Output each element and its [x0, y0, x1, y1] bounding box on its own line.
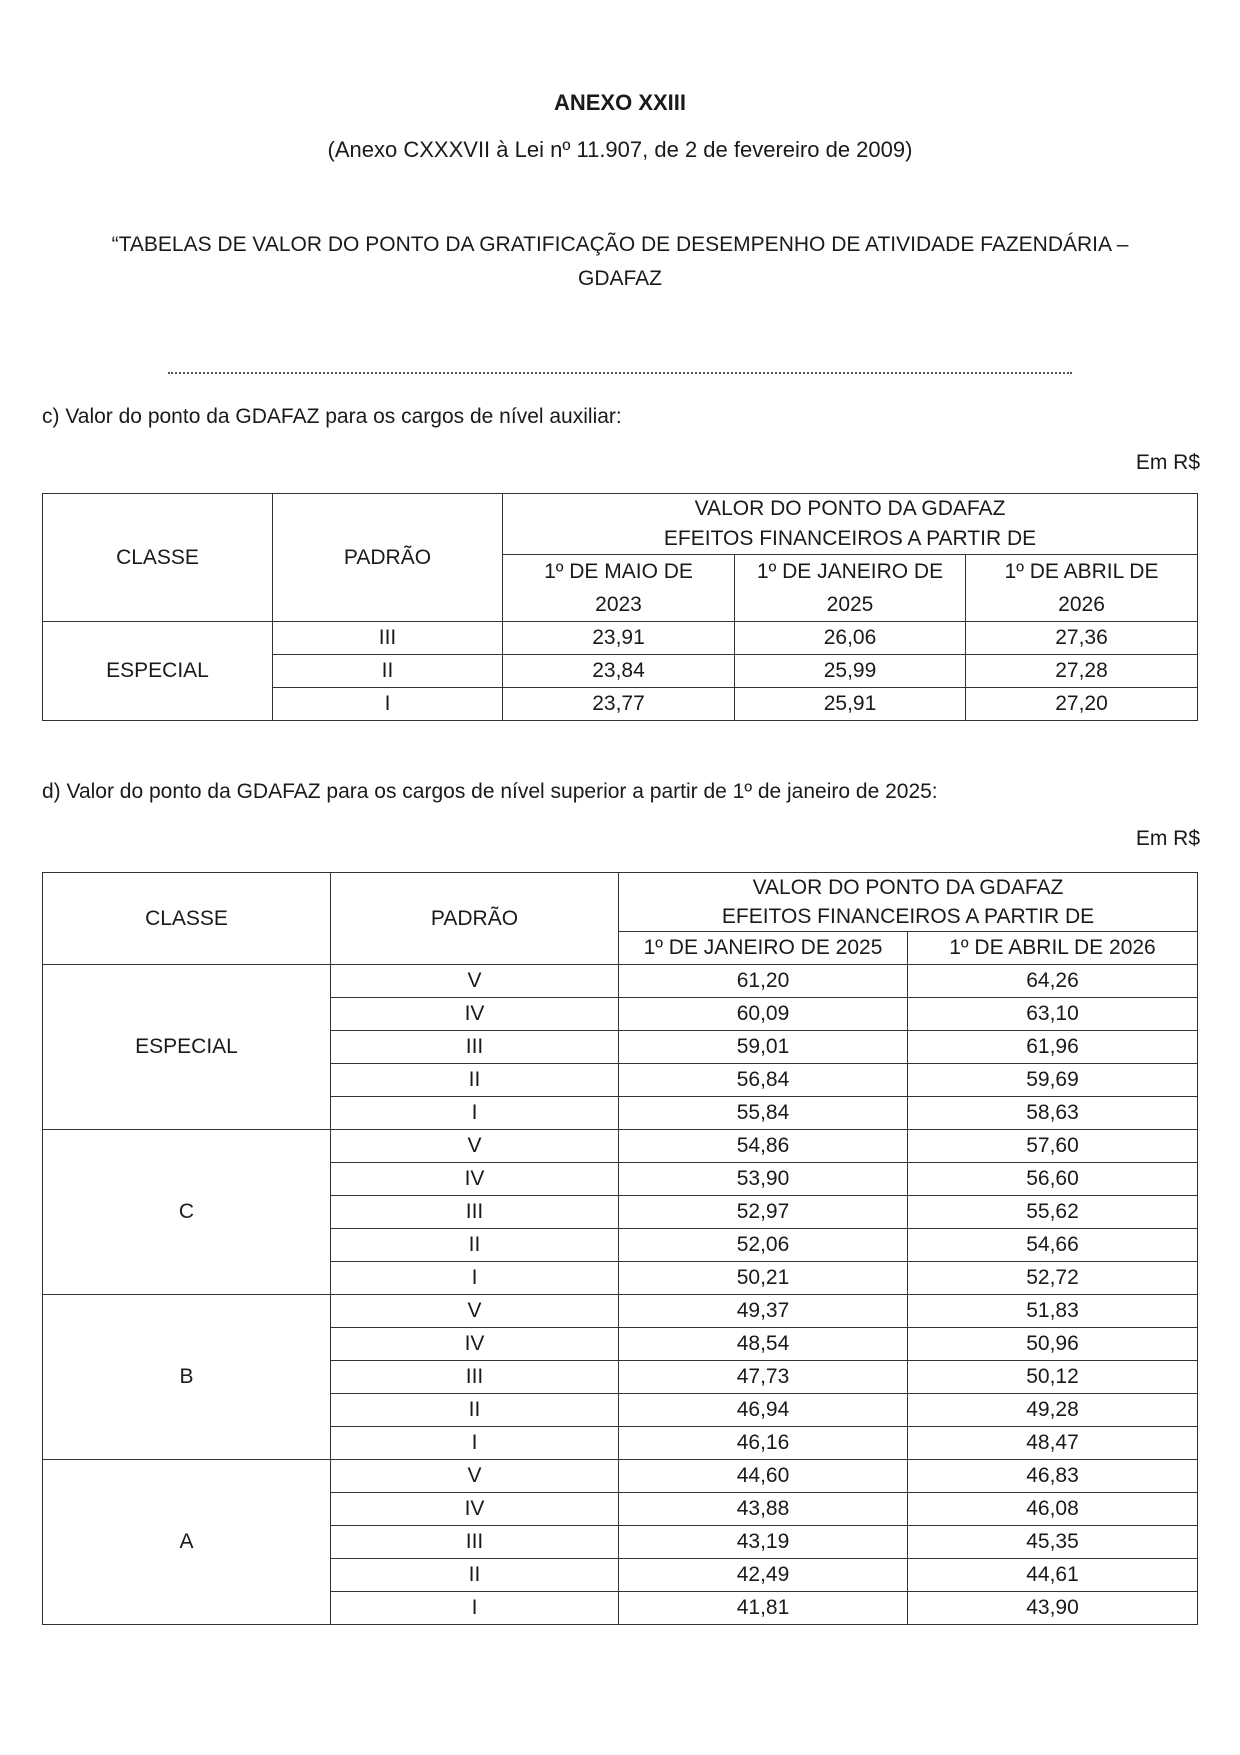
date-header-line-2: 2025 [826, 593, 874, 616]
padrao-cell: V [331, 1130, 619, 1163]
padrao-cell: II [331, 1559, 619, 1592]
value-cell: 23,91 [503, 622, 735, 655]
padrao-cell: V [331, 1295, 619, 1328]
value-cell: 52,72 [908, 1262, 1198, 1295]
document-heading-line-2: GDAFAZ [577, 267, 662, 290]
classe-cell: C [43, 1130, 331, 1295]
value-cell: 46,83 [908, 1460, 1198, 1493]
value-cell: 44,60 [619, 1460, 908, 1493]
table-row [43, 1460, 1198, 1493]
value-cell: 44,61 [908, 1559, 1198, 1592]
value-cell: 54,86 [619, 1130, 908, 1163]
column-header-padrao: PADRÃO [331, 873, 619, 965]
padrao-cell: III [331, 1526, 619, 1559]
date-header-line-1: 1º DE JANEIRO DE [756, 560, 944, 583]
table-d-header-row [43, 873, 1198, 932]
classe-cell: B [43, 1295, 331, 1460]
value-cell: 55,62 [908, 1196, 1198, 1229]
value-cell: 51,83 [908, 1295, 1198, 1328]
classe-cell: A [43, 1460, 331, 1625]
value-cell: 25,91 [735, 688, 966, 721]
table-d-caption: d) Valor do ponto da GDAFAZ para os cargos de nível superior a partir de 1º de janeiro de 2025: [42, 780, 938, 803]
value-cell: 48,54 [619, 1328, 908, 1361]
value-cell: 54,66 [908, 1229, 1198, 1262]
value-cell: 27,20 [966, 688, 1198, 721]
value-cell: 43,88 [619, 1493, 908, 1526]
value-cell: 60,09 [619, 998, 908, 1031]
column-header-padrao: PADRÃO [273, 494, 503, 622]
date-header: 1º DE ABRIL DE 2026 [908, 932, 1198, 965]
padrao-cell: II [331, 1064, 619, 1097]
document-heading-line-1: “TABELAS DE VALOR DO PONTO DA GRATIFICAÇÃO DE DESEMPENHO DE ATIVIDADE FAZENDÁRIA – [111, 233, 1129, 256]
date-header: 1º DE JANEIRO DE 2025 [619, 932, 908, 965]
date-header-line-1: 1º DE ABRIL DE [1004, 560, 1159, 583]
table-row [43, 622, 1198, 655]
value-cell: 50,96 [908, 1328, 1198, 1361]
padrao-cell: IV [331, 1493, 619, 1526]
value-cell: 52,97 [619, 1196, 908, 1229]
padrao-cell: V [331, 965, 619, 998]
padrao-cell: III [331, 1031, 619, 1064]
padrao-cell: I [331, 1592, 619, 1625]
value-cell: 47,73 [619, 1361, 908, 1394]
padrao-cell: I [331, 1427, 619, 1460]
value-cell: 41,81 [619, 1592, 908, 1625]
value-cell: 23,77 [503, 688, 735, 721]
padrao-cell: IV [331, 1163, 619, 1196]
value-cell: 64,26 [908, 965, 1198, 998]
value-cell: 59,69 [908, 1064, 1198, 1097]
value-cell: 42,49 [619, 1559, 908, 1592]
table-c [42, 493, 1198, 721]
value-cell: 25,99 [735, 655, 966, 688]
value-cell: 46,94 [619, 1394, 908, 1427]
table-row [43, 1295, 1198, 1328]
value-cell: 61,20 [619, 965, 908, 998]
value-cell: 50,21 [619, 1262, 908, 1295]
value-header-line-2: EFEITOS FINANCEIROS A PARTIR DE [663, 527, 1037, 550]
table-c-unit: Em R$ [1135, 451, 1200, 474]
date-header-line-1: 1º DE MAIO DE [544, 560, 693, 583]
value-header [503, 494, 1198, 555]
value-cell: 53,90 [619, 1163, 908, 1196]
value-cell: 48,47 [908, 1427, 1198, 1460]
padrao-cell: I [273, 688, 503, 721]
date-header-line-2: 2023 [595, 593, 642, 616]
value-cell: 55,84 [619, 1097, 908, 1130]
value-cell: 63,10 [908, 998, 1198, 1031]
padrao-cell: III [273, 622, 503, 655]
table-row [43, 1130, 1198, 1163]
value-cell: 52,06 [619, 1229, 908, 1262]
dotted-separator [168, 372, 1072, 374]
classe-cell: ESPECIAL [43, 965, 331, 1130]
value-header-line-2: EFEITOS FINANCEIROS A PARTIR DE [721, 905, 1095, 928]
padrao-cell: IV [331, 998, 619, 1031]
date-header [966, 555, 1198, 622]
padrao-cell: V [331, 1460, 619, 1493]
date-header [735, 555, 966, 622]
value-cell: 59,01 [619, 1031, 908, 1064]
table-row [43, 965, 1198, 998]
value-cell: 50,12 [908, 1361, 1198, 1394]
value-cell: 58,63 [908, 1097, 1198, 1130]
table-c-header-row [43, 494, 1198, 555]
value-cell: 49,37 [619, 1295, 908, 1328]
column-header-classe: CLASSE [43, 873, 331, 965]
value-cell: 57,60 [908, 1130, 1198, 1163]
value-cell: 45,35 [908, 1526, 1198, 1559]
padrao-cell: II [273, 655, 503, 688]
table-d-unit: Em R$ [1135, 827, 1200, 850]
value-cell: 46,16 [619, 1427, 908, 1460]
table-d [42, 872, 1198, 1625]
value-header [619, 873, 1198, 932]
padrao-cell: IV [331, 1328, 619, 1361]
value-cell: 26,06 [735, 622, 966, 655]
padrao-cell: III [331, 1196, 619, 1229]
value-cell: 46,08 [908, 1493, 1198, 1526]
padrao-cell: III [331, 1361, 619, 1394]
value-cell: 43,19 [619, 1526, 908, 1559]
value-cell: 27,36 [966, 622, 1198, 655]
value-cell: 49,28 [908, 1394, 1198, 1427]
value-cell: 27,28 [966, 655, 1198, 688]
value-cell: 61,96 [908, 1031, 1198, 1064]
document-heading [60, 228, 1180, 296]
value-cell: 23,84 [503, 655, 735, 688]
padrao-cell: I [331, 1262, 619, 1295]
column-header-classe: CLASSE [43, 494, 273, 622]
padrao-cell: I [331, 1097, 619, 1130]
padrao-cell: II [331, 1394, 619, 1427]
date-header [503, 555, 735, 622]
value-cell: 56,84 [619, 1064, 908, 1097]
value-header-line-1: VALOR DO PONTO DA GDAFAZ [694, 497, 1006, 520]
padrao-cell: II [331, 1229, 619, 1262]
value-header-line-1: VALOR DO PONTO DA GDAFAZ [752, 876, 1064, 899]
annex-title: ANEXO XXIII [553, 90, 687, 115]
classe-cell: ESPECIAL [43, 622, 273, 721]
date-header-line-2: 2026 [1058, 593, 1105, 616]
table-c-caption: c) Valor do ponto da GDAFAZ para os cargos de nível auxiliar: [42, 405, 622, 428]
value-cell: 56,60 [908, 1163, 1198, 1196]
value-cell: 43,90 [908, 1592, 1198, 1625]
annex-subtitle: (Anexo CXXXVII à Lei nº 11.907, de 2 de fevereiro de 2009) [327, 137, 913, 162]
